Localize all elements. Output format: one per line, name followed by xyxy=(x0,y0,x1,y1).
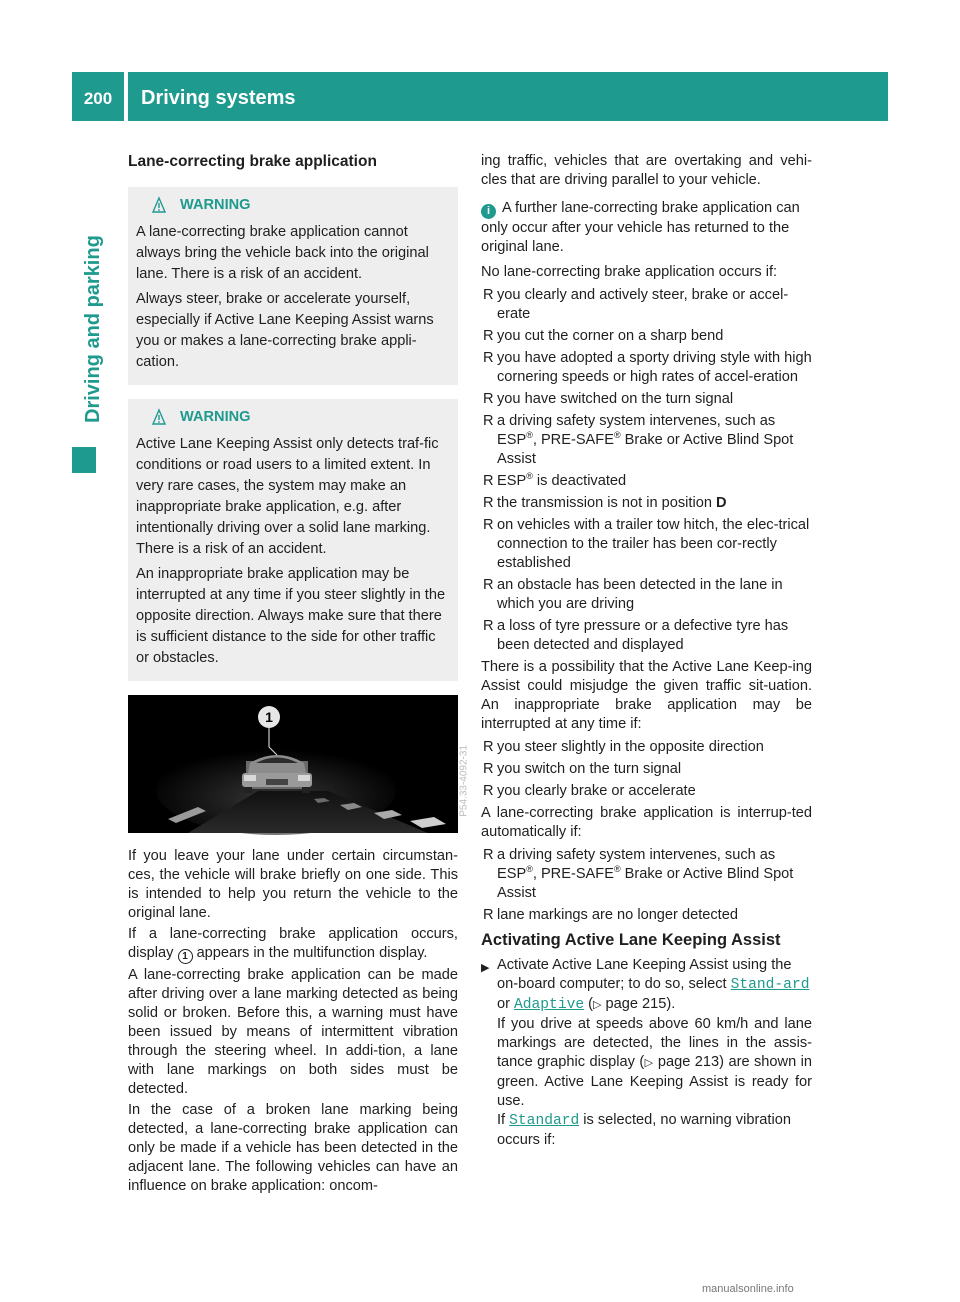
list-item: R on vehicles with a trailer tow hitch, the elec-trical connection to the trailer has been cor-rectly established xyxy=(483,517,810,571)
warning-text: An inappropriate brake application may be interrupted at any time if you steer slightly in the opposite direction. Always make sure that there is sufficient distance to the side for other traffic or obstacles. xyxy=(136,566,446,666)
warning-text: Active Lane Keeping Assist only detects traf-fic conditions or road users to a limited extent. In very rare cases, the system may make an inappropriate brake application, e.g. after intentionally driving over a solid lane marking. There is a risk of an accident. xyxy=(136,436,439,557)
list-item: R an obstacle has been detected in the lane in which you are driving xyxy=(483,577,783,612)
warning-label: WARNING xyxy=(180,409,251,425)
section-heading: Activating Active Lane Keeping Assist xyxy=(481,931,781,949)
warning-box-1 xyxy=(128,187,458,385)
paragraph: ing traffic, vehicles that are overtaking and vehi-cles that are driving parallel to your vehicle. xyxy=(481,153,812,188)
paragraph: If a lane-correcting brake application occurs, display 1 appears in the multifunction display. xyxy=(128,926,458,962)
side-tab-marker xyxy=(72,447,96,473)
list-item: R a loss of tyre pressure or a defective tyre has been detected and displayed xyxy=(483,618,789,653)
list-item: R you clearly and actively steer, brake or accel-erate xyxy=(483,287,789,322)
list-item: R you clearly brake or accelerate xyxy=(483,783,696,799)
step-arrow-icon: ▶ xyxy=(481,962,490,974)
page-number-box xyxy=(72,72,124,121)
warning-heading xyxy=(136,196,450,215)
chapter-title: Driving systems xyxy=(141,87,296,109)
warning-triangle-icon xyxy=(152,197,178,214)
option-standard-link[interactable]: Standard xyxy=(509,1113,580,1129)
info-icon: i xyxy=(481,204,496,219)
list-item: R you steer slightly in the opposite direction xyxy=(483,739,764,755)
paragraph: A lane-correcting brake application can be made after driving over a lane marking detected as being solid or broken. Before this, a warning must have been issued by means of intermittent vibration through the steering wheel. In addi-tion, a lane with lane markings on both sides must be detected. xyxy=(128,967,458,1097)
callout-1-number: 1 xyxy=(265,709,273,725)
instruction-step: ▶ Activate Active Lane Keeping Assist using the on-board computer; to do so, select Stand‐ard or Adaptive (▷ page 215). If you drive at speeds above 60 km/h and lane markings are detected, the lines in the assis-tance graphic display (▷ page 213) are shown in green. Active Lane Keeping Assist is ready for use. If Standard is selected, no warning vibration occurs if: xyxy=(481,957,812,1148)
warning-box-2 xyxy=(128,399,458,681)
side-tab-label: Driving and parking xyxy=(82,235,104,423)
paragraph: There is a possibility that the Active Lane Keep-ing Assist could misjudge the given traffic sit-uation. An inappropriate brake application may be interrupted at any time if: xyxy=(481,659,812,732)
paragraph: If you leave your lane under certain circumstan-ces, the vehicle will brake briefly on one side. This is intended to help you return the vehicle to the original lane. xyxy=(128,848,458,921)
option-standard-link[interactable]: Stand‐ard xyxy=(730,977,810,993)
list-item: R ESP® is deactivated xyxy=(483,471,627,489)
paragraph: In the case of a broken lane marking being detected, a lane-correcting brake application can only be made if a vehicle has been detected in the adjacent lane. The following vehicles can have an influence on brake application: oncom- xyxy=(128,1102,458,1194)
paragraph: No lane-correcting brake application occurs if: xyxy=(481,264,778,280)
warning-label: WARNING xyxy=(180,197,251,213)
left-column xyxy=(128,152,470,1198)
page-ref-icon: ▷ xyxy=(593,999,602,1011)
list-item: R a driving safety system intervenes, such as ESP®, PRE-SAFE® Brake or Active Blind Spot Assist xyxy=(483,847,794,901)
list-item: R you have switched on the turn signal xyxy=(483,391,734,407)
paragraph: A lane-correcting brake application is interrup-ted automatically if: xyxy=(481,805,812,840)
list-item: R you switch on the turn signal xyxy=(483,761,682,777)
list-item: R you cut the corner on a sharp bend xyxy=(483,328,724,344)
option-adaptive-link[interactable]: Adaptive xyxy=(514,997,585,1013)
right-column xyxy=(481,152,812,1150)
callout-1-icon: 1 xyxy=(178,949,193,964)
list-item: R you have adopted a sporty driving style with high cornering speeds or high rates of accel-eration xyxy=(483,350,812,385)
footer-watermark: manualsonline.info xyxy=(702,1283,794,1295)
info-note: i A further lane-correcting brake application can only occur after your vehicle has returned to the original lane. xyxy=(481,200,800,255)
list-item: R lane markings are no longer detected xyxy=(483,907,738,923)
subheading: Lane-correcting brake application xyxy=(128,153,377,170)
list-item: R the transmission is not in position D xyxy=(483,495,727,511)
warning-heading xyxy=(136,408,450,427)
page-number: 200 xyxy=(83,89,113,108)
list-item: R a driving safety system intervenes, such as ESP®, PRE-SAFE® Brake or Active Blind Spot Assist xyxy=(483,413,794,467)
page-ref-icon: ▷ xyxy=(644,1057,654,1069)
warning-text: Always steer, brake or accelerate yourself, especially if Active Lane Keeping Assist warns you or makes a lane-correcting brake appli-cation. xyxy=(136,291,434,370)
header-bar xyxy=(128,72,888,121)
warning-text: A lane-correcting brake application cannot always bring the vehicle back into the original lane. There is a risk of an accident. xyxy=(136,224,429,282)
figure-code: P54.33-4092-31 xyxy=(459,745,470,817)
display-illustration xyxy=(128,695,470,833)
car-lane-graphic xyxy=(128,695,458,833)
warning-triangle-icon xyxy=(152,409,178,426)
